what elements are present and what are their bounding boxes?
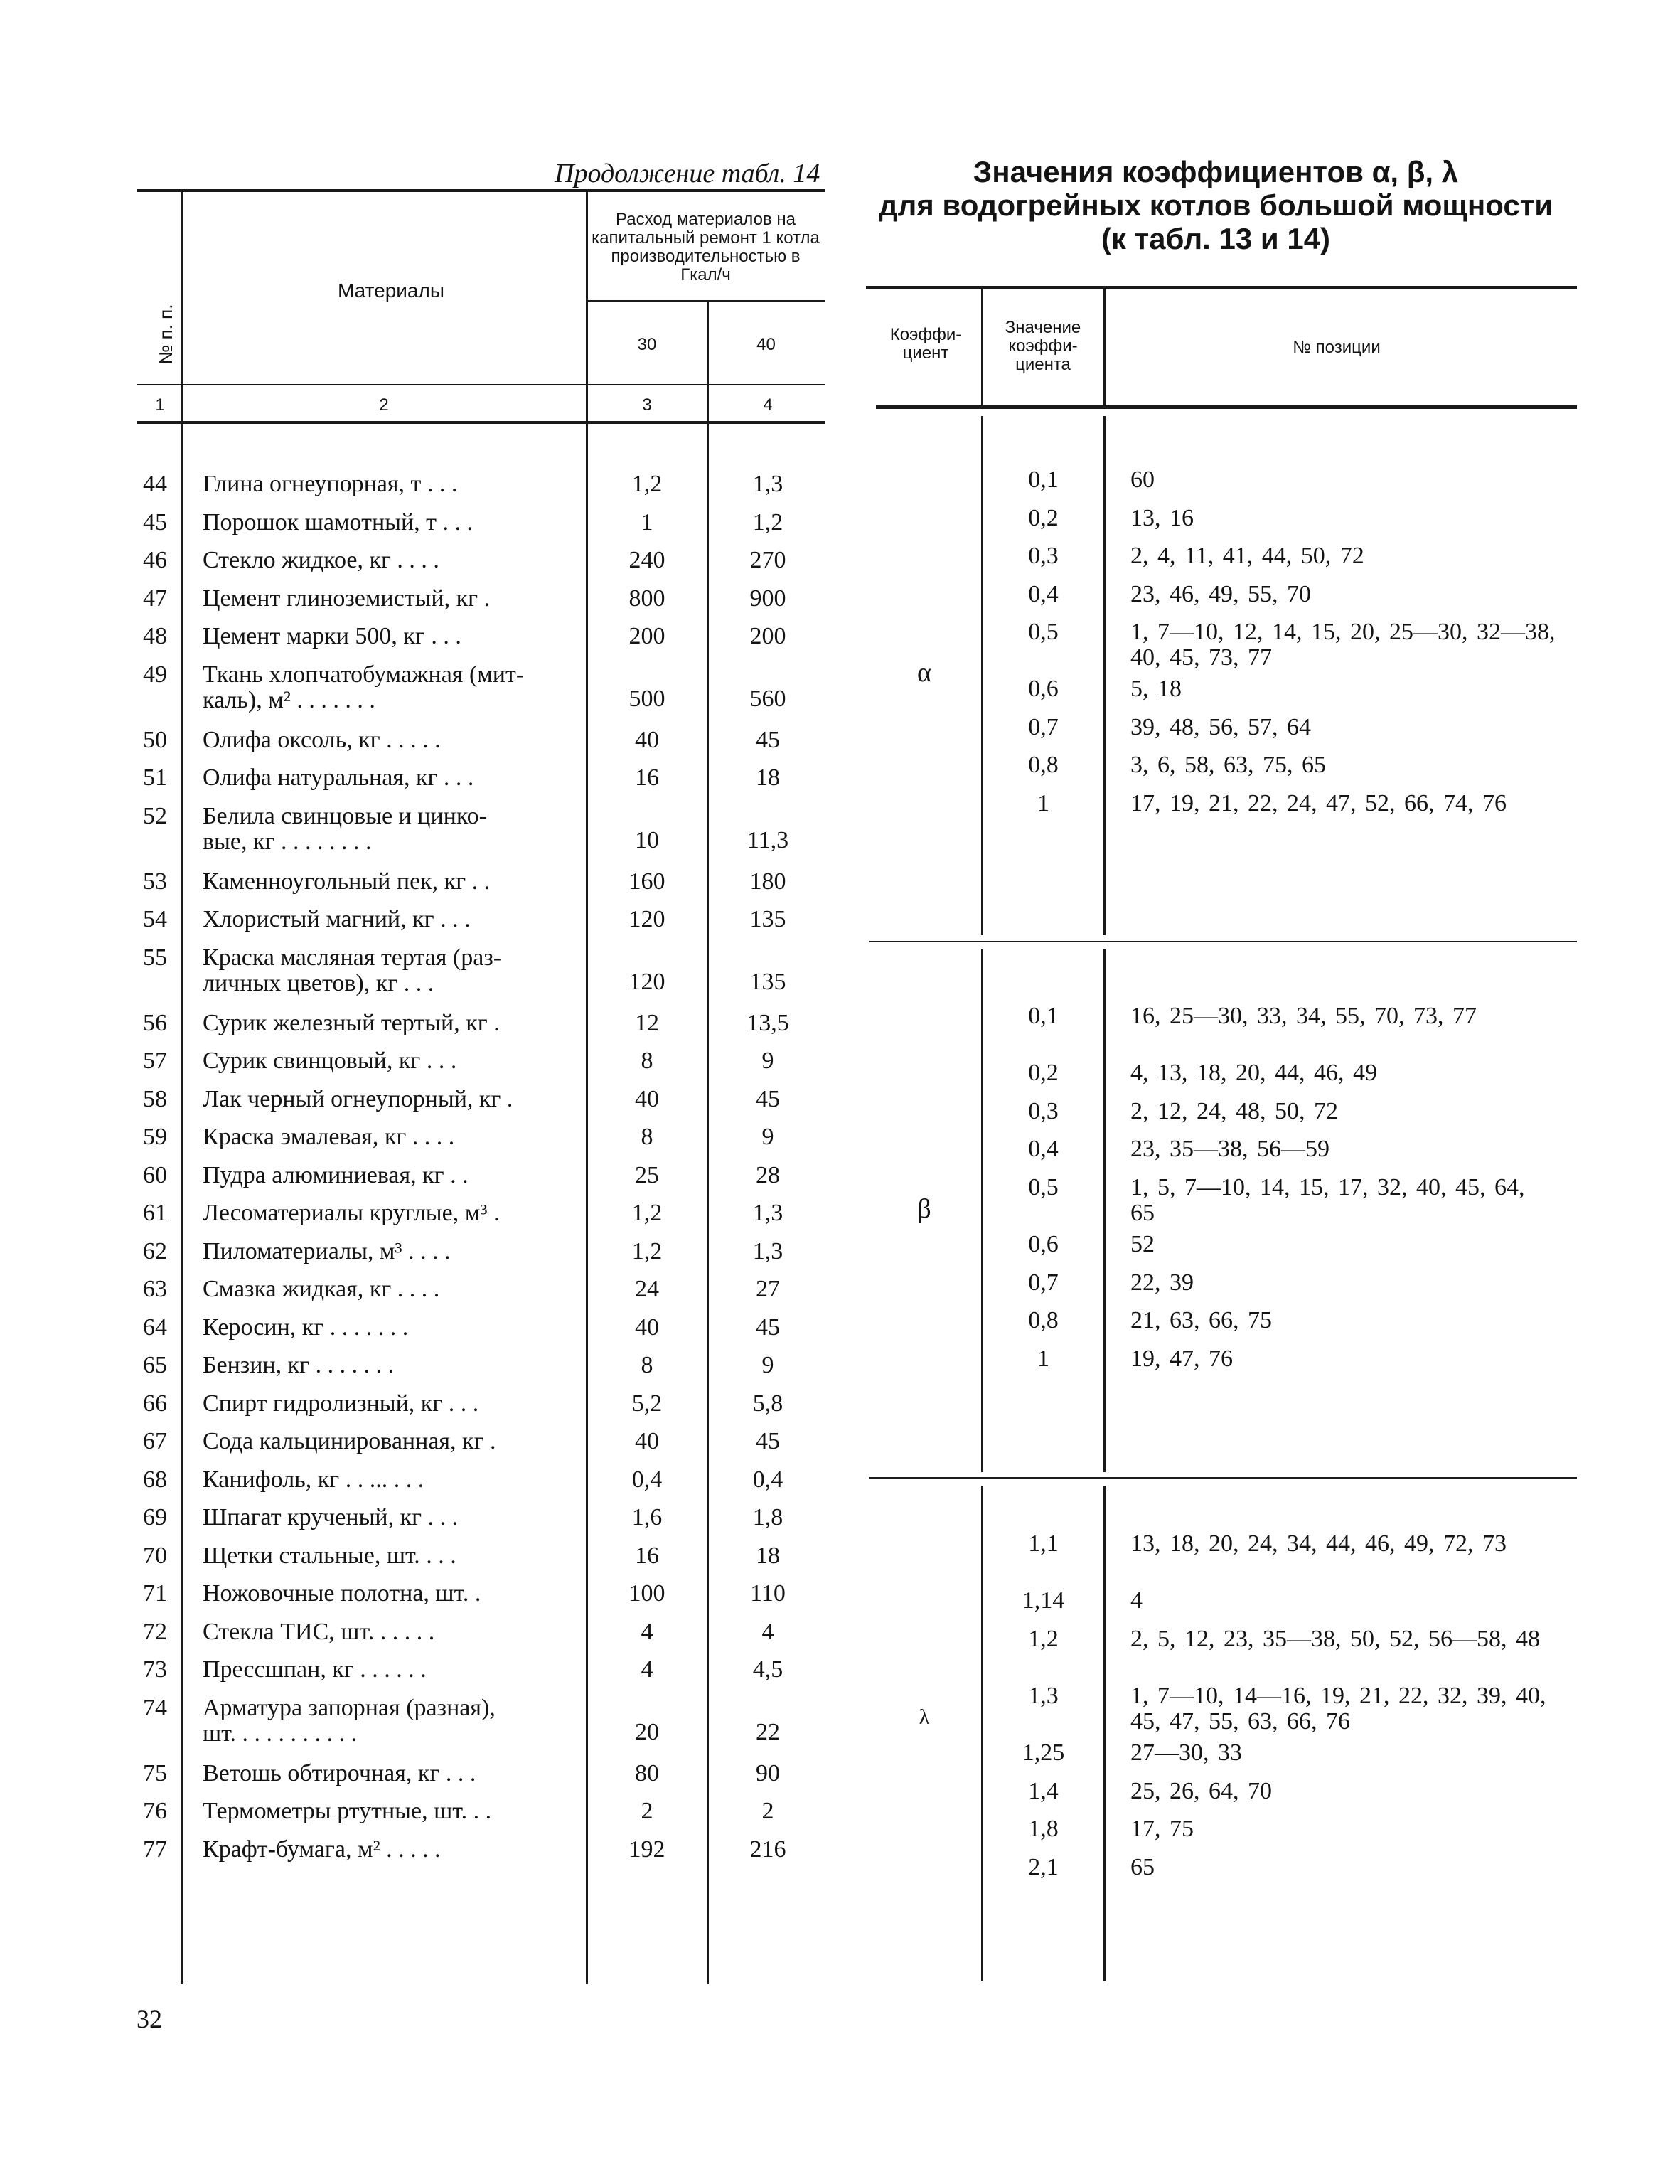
position-list: 2, 4, 11, 41, 44, 50, 72 — [1130, 543, 1364, 569]
coefficient-value: 1,2 — [1028, 1625, 1059, 1652]
rule — [981, 416, 983, 935]
rule — [1103, 1486, 1106, 1981]
header-coef: Коэффи- циент — [889, 325, 962, 363]
value-40: 90 — [756, 1759, 780, 1786]
value-40: 45 — [756, 1314, 780, 1341]
row-number: 67 — [143, 1428, 167, 1455]
rule — [137, 421, 825, 424]
position-list: 1, 7—10, 14—16, 19, 21, 22, 32, 39, 40, 45, 47, 55, 63, 66, 76 — [1130, 1683, 1546, 1735]
material-name: Краска масляная тертая (раз- личных цветов), кг . . . — [203, 944, 502, 996]
value-40: 135 — [749, 906, 786, 933]
value-30: 12 — [635, 1009, 659, 1036]
material-name: Олифа оксоль, кг . . . . . — [203, 726, 441, 753]
row-number: 49 — [143, 661, 167, 688]
row-number: 51 — [143, 765, 167, 792]
material-name: Хлористый магний, кг . . . — [203, 906, 471, 933]
coefficient-value: 0,3 — [1028, 1097, 1059, 1124]
position-list: 22, 39 — [1130, 1269, 1194, 1296]
value-40: 18 — [756, 1542, 780, 1569]
value-30: 800 — [628, 585, 665, 612]
header-col30: 30 — [637, 335, 657, 354]
value-30: 200 — [628, 623, 665, 649]
value-40: 18 — [756, 765, 780, 792]
coefficient-value: 1,14 — [1022, 1587, 1065, 1614]
value-30: 1 — [641, 508, 653, 536]
value-30: 40 — [635, 1314, 659, 1341]
row-number: 61 — [143, 1200, 167, 1227]
row-number: 69 — [143, 1504, 167, 1531]
value-30: 25 — [635, 1161, 659, 1188]
position-list: 52 — [1130, 1231, 1155, 1257]
row-number: 57 — [143, 1048, 167, 1075]
row-number: 77 — [143, 1836, 167, 1863]
row-number: 72 — [143, 1618, 167, 1645]
rule — [866, 286, 1577, 289]
value-30: 1,2 — [631, 1237, 663, 1264]
material-name: Пудра алюминиевая, кг . . — [203, 1161, 469, 1188]
value-30: 8 — [641, 1048, 653, 1075]
row-number: 59 — [143, 1124, 167, 1151]
coefficient-value: 1,3 — [1028, 1683, 1059, 1709]
material-name: Бензин, кг . . . . . . . — [203, 1352, 395, 1379]
value-30: 40 — [635, 1428, 659, 1455]
value-40: 4,5 — [752, 1656, 783, 1683]
position-list: 2, 12, 24, 48, 50, 72 — [1130, 1097, 1338, 1124]
material-name: Прессшпан, кг . . . . . . — [203, 1656, 427, 1683]
material-name: Лак черный огнеупорный, кг . — [203, 1085, 513, 1112]
col-number-3: 3 — [642, 395, 652, 415]
value-40: 27 — [756, 1276, 780, 1303]
value-30: 40 — [635, 1085, 659, 1112]
material-name: Порошок шамотный, т . . . — [203, 508, 473, 536]
row-number: 54 — [143, 906, 167, 933]
material-name: Керосин, кг . . . . . . . — [203, 1314, 409, 1341]
position-list: 23, 35—38, 56—59 — [1130, 1136, 1329, 1163]
row-number: 74 — [143, 1694, 167, 1721]
rule — [981, 949, 983, 1472]
coefficient-value: 0,8 — [1028, 752, 1059, 779]
material-name: Сурик железный тертый, кг . — [203, 1009, 500, 1036]
value-40: 9 — [761, 1352, 774, 1379]
coefficient-value: 0,4 — [1028, 1136, 1059, 1163]
alpha-symbol: α — [917, 658, 931, 688]
row-number: 76 — [143, 1798, 167, 1825]
header-materials: Материалы — [338, 279, 444, 302]
row-number: 73 — [143, 1656, 167, 1683]
row-number: 45 — [143, 508, 167, 536]
position-list: 3, 6, 58, 63, 75, 65 — [1130, 752, 1326, 779]
material-name: Ножовочные полотна, шт. . — [203, 1580, 481, 1607]
value-40: 135 — [749, 968, 786, 995]
position-list: 2, 5, 12, 23, 35—38, 50, 52, 56—58, 48 — [1130, 1625, 1540, 1652]
material-name: Глина огнеупорная, т . . . — [203, 471, 458, 497]
coefficient-value: 0,1 — [1028, 467, 1059, 493]
material-name: Сурик свинцовый, кг . . . — [203, 1048, 457, 1075]
rule — [137, 384, 825, 385]
row-number: 64 — [143, 1314, 167, 1341]
coefficient-value: 1,4 — [1028, 1777, 1059, 1804]
coefficient-value: 0,5 — [1028, 619, 1059, 645]
value-40: 1,3 — [752, 1200, 783, 1227]
material-name: Олифа натуральная, кг . . . — [203, 765, 474, 792]
position-list: 17, 19, 21, 22, 24, 47, 52, 66, 74, 76 — [1130, 789, 1507, 816]
material-name: Белила свинцовые и цинко- вые, кг . . . . . . . . — [203, 802, 487, 855]
position-list: 19, 47, 76 — [1130, 1345, 1233, 1372]
material-name: Сода кальцинированная, кг . — [203, 1428, 496, 1455]
row-number: 66 — [143, 1390, 167, 1417]
value-30: 80 — [635, 1759, 659, 1786]
coefficient-value: 1 — [1037, 789, 1049, 816]
value-40: 0,4 — [752, 1466, 783, 1493]
coefficient-value: 0,8 — [1028, 1307, 1059, 1333]
value-40: 1,2 — [752, 508, 783, 536]
beta-symbol: β — [917, 1194, 931, 1224]
rule — [1103, 416, 1106, 935]
value-30: 120 — [628, 906, 665, 933]
value-40: 45 — [756, 1428, 780, 1455]
rule — [181, 191, 183, 1984]
material-name: Арматура запорная (разная), шт. . . . . . . . . . . — [203, 1694, 496, 1747]
row-number: 70 — [143, 1542, 167, 1569]
rule — [981, 289, 983, 405]
coefficient-value: 0,5 — [1028, 1173, 1059, 1200]
value-40: 1,3 — [752, 1237, 783, 1264]
material-name: Крафт-бумага, м² . . . . . — [203, 1836, 441, 1863]
value-40: 900 — [749, 585, 786, 612]
position-list: 27—30, 33 — [1130, 1740, 1242, 1767]
row-number: 71 — [143, 1580, 167, 1607]
coefficient-value: 0,2 — [1028, 1060, 1059, 1087]
row-number: 48 — [143, 623, 167, 649]
value-30: 160 — [628, 868, 665, 895]
coefficient-value: 0,7 — [1028, 1269, 1059, 1296]
rule — [707, 302, 709, 1984]
value-30: 24 — [635, 1276, 659, 1303]
rule — [1103, 289, 1106, 405]
value-30: 1,2 — [631, 1200, 663, 1227]
value-30: 20 — [635, 1718, 659, 1745]
row-number: 60 — [143, 1161, 167, 1188]
rule — [137, 189, 825, 192]
material-name: Смазка жидкая, кг . . . . — [203, 1276, 440, 1303]
value-40: 4 — [761, 1618, 774, 1645]
right-title-line-3: (к табл. 13 и 14) — [1101, 222, 1331, 255]
position-list: 4, 13, 18, 20, 44, 46, 49 — [1130, 1060, 1377, 1087]
material-name: Цемент глиноземистый, кг . — [203, 585, 491, 612]
coefficient-value: 0,4 — [1028, 580, 1059, 607]
row-number: 47 — [143, 585, 167, 612]
rule — [876, 405, 1577, 409]
row-number: 75 — [143, 1759, 167, 1786]
value-40: 45 — [756, 1085, 780, 1112]
material-name: Шпагат крученый, кг . . . — [203, 1504, 459, 1531]
value-40: 28 — [756, 1161, 780, 1188]
material-name: Лесоматериалы круглые, м³ . — [203, 1200, 500, 1227]
material-name: Цемент марки 500, кг . . . — [203, 623, 461, 649]
material-name: Пиломатериалы, м³ . . . . — [203, 1237, 451, 1264]
position-list: 65 — [1130, 1853, 1155, 1880]
value-30: 16 — [635, 1542, 659, 1569]
rule — [869, 941, 1577, 942]
value-30: 40 — [635, 726, 659, 753]
coefficient-value: 0,1 — [1028, 1003, 1059, 1029]
row-number: 56 — [143, 1009, 167, 1036]
right-title-line-2: для водогрейных котлов большой мощности — [878, 188, 1553, 222]
rule — [869, 1477, 1577, 1479]
row-number: 62 — [143, 1237, 167, 1264]
material-name: Ветошь обтирочная, кг . . . — [203, 1759, 476, 1786]
row-number: 53 — [143, 868, 167, 895]
rule — [1103, 949, 1106, 1472]
position-list: 1, 5, 7—10, 14, 15, 17, 32, 40, 45, 64, 65 — [1130, 1173, 1525, 1226]
value-30: 4 — [641, 1618, 653, 1645]
value-30: 8 — [641, 1352, 653, 1379]
value-40: 2 — [761, 1798, 774, 1825]
position-list: 17, 75 — [1130, 1816, 1194, 1843]
value-40: 9 — [761, 1124, 774, 1151]
value-40: 1,8 — [752, 1504, 783, 1531]
value-40: 22 — [756, 1718, 780, 1745]
rule — [586, 300, 825, 302]
value-40: 45 — [756, 726, 780, 753]
value-30: 1,2 — [631, 471, 663, 497]
value-40: 1,3 — [752, 471, 783, 497]
position-list: 60 — [1130, 467, 1155, 493]
position-list: 39, 48, 56, 57, 64 — [1130, 713, 1311, 740]
position-list: 4 — [1130, 1587, 1143, 1614]
value-40: 200 — [749, 623, 786, 649]
value-30: 1,6 — [631, 1504, 663, 1531]
material-name: Канифоль, кг . . ... . . . — [203, 1466, 424, 1493]
coefficient-value: 1,25 — [1022, 1740, 1065, 1767]
coefficient-value: 0,6 — [1028, 676, 1059, 703]
coefficient-value: 0,2 — [1028, 504, 1059, 531]
coefficient-value: 1 — [1037, 1345, 1049, 1372]
value-40: 216 — [749, 1836, 786, 1863]
value-40: 13,5 — [747, 1009, 789, 1036]
header-col40: 40 — [756, 335, 776, 354]
material-name: Щетки стальные, шт. . . . — [203, 1542, 456, 1569]
coefficient-value: 1,1 — [1028, 1530, 1059, 1557]
value-30: 500 — [628, 685, 665, 712]
value-30: 16 — [635, 765, 659, 792]
value-30: 0,4 — [631, 1466, 663, 1493]
rule — [586, 191, 588, 1984]
value-30: 4 — [641, 1656, 653, 1683]
col-number-2: 2 — [379, 395, 389, 415]
material-name: Спирт гидролизный, кг . . . — [203, 1390, 479, 1417]
value-40: 5,8 — [752, 1390, 783, 1417]
position-list: 16, 25—30, 33, 34, 55, 70, 73, 77 — [1130, 1003, 1477, 1029]
lambda-symbol: λ — [919, 1705, 930, 1729]
material-name: Ткань хлопчатобумажная (мит- каль), м² . . . . . . . — [203, 661, 525, 713]
position-list: 13, 16 — [1130, 504, 1194, 531]
row-number: 52 — [143, 802, 167, 829]
value-40: 11,3 — [747, 826, 789, 853]
value-30: 120 — [628, 968, 665, 995]
col-number-1: 1 — [155, 395, 165, 415]
row-number: 55 — [143, 944, 167, 971]
header-value: Значение коэффи- циента — [1005, 318, 1081, 374]
material-name: Краска эмалевая, кг . . . . — [203, 1124, 455, 1151]
value-30: 8 — [641, 1124, 653, 1151]
value-30: 100 — [628, 1580, 665, 1607]
coefficient-value: 0,6 — [1028, 1231, 1059, 1257]
position-list: 1, 7—10, 12, 14, 15, 20, 25—30, 32—38, 40, 45, 73, 77 — [1130, 619, 1556, 671]
row-number: 63 — [143, 1276, 167, 1303]
coefficient-value: 2,1 — [1028, 1853, 1059, 1880]
value-40: 270 — [749, 547, 786, 573]
row-number: 50 — [143, 726, 167, 753]
row-number: 46 — [143, 547, 167, 573]
header-no: № п. п. — [155, 304, 176, 365]
position-list: 13, 18, 20, 24, 34, 44, 46, 49, 72, 73 — [1130, 1530, 1507, 1557]
row-number: 58 — [143, 1085, 167, 1112]
row-number: 68 — [143, 1466, 167, 1493]
value-30: 5,2 — [631, 1390, 663, 1417]
row-number: 65 — [143, 1352, 167, 1379]
value-30: 240 — [628, 547, 665, 573]
material-name: Термометры ртутные, шт. . . — [203, 1798, 492, 1825]
header-positions: № позиции — [1293, 338, 1381, 357]
row-number: 44 — [143, 471, 167, 497]
value-40: 9 — [761, 1048, 774, 1075]
position-list: 23, 46, 49, 55, 70 — [1130, 580, 1311, 607]
col-number-4: 4 — [763, 395, 773, 415]
header-consumption: Расход материалов на капитальный ремонт 1 котла производительностью в Гкал/ч — [592, 210, 820, 284]
material-name: Стекла ТИС, шт. . . . . . — [203, 1618, 435, 1645]
right-title-line-1: Значения коэффициентов α, β, λ — [973, 155, 1459, 188]
value-30: 10 — [635, 826, 659, 853]
page-number: 32 — [137, 2005, 162, 2033]
coefficient-value: 1,8 — [1028, 1816, 1059, 1843]
coefficient-value: 0,3 — [1028, 543, 1059, 569]
table-caption: Продолжение табл. 14 — [555, 159, 820, 188]
value-40: 560 — [749, 685, 786, 712]
position-list: 25, 26, 64, 70 — [1130, 1777, 1272, 1804]
material-name: Стекло жидкое, кг . . . . — [203, 547, 439, 573]
coefficient-value: 0,7 — [1028, 713, 1059, 740]
value-40: 180 — [749, 868, 786, 895]
rule — [981, 1486, 983, 1981]
value-30: 192 — [628, 1836, 665, 1863]
position-list: 5, 18 — [1130, 676, 1182, 703]
position-list: 21, 63, 66, 75 — [1130, 1307, 1272, 1333]
material-name: Каменноугольный пек, кг . . — [203, 868, 491, 895]
value-30: 2 — [641, 1798, 653, 1825]
value-40: 110 — [750, 1580, 786, 1607]
